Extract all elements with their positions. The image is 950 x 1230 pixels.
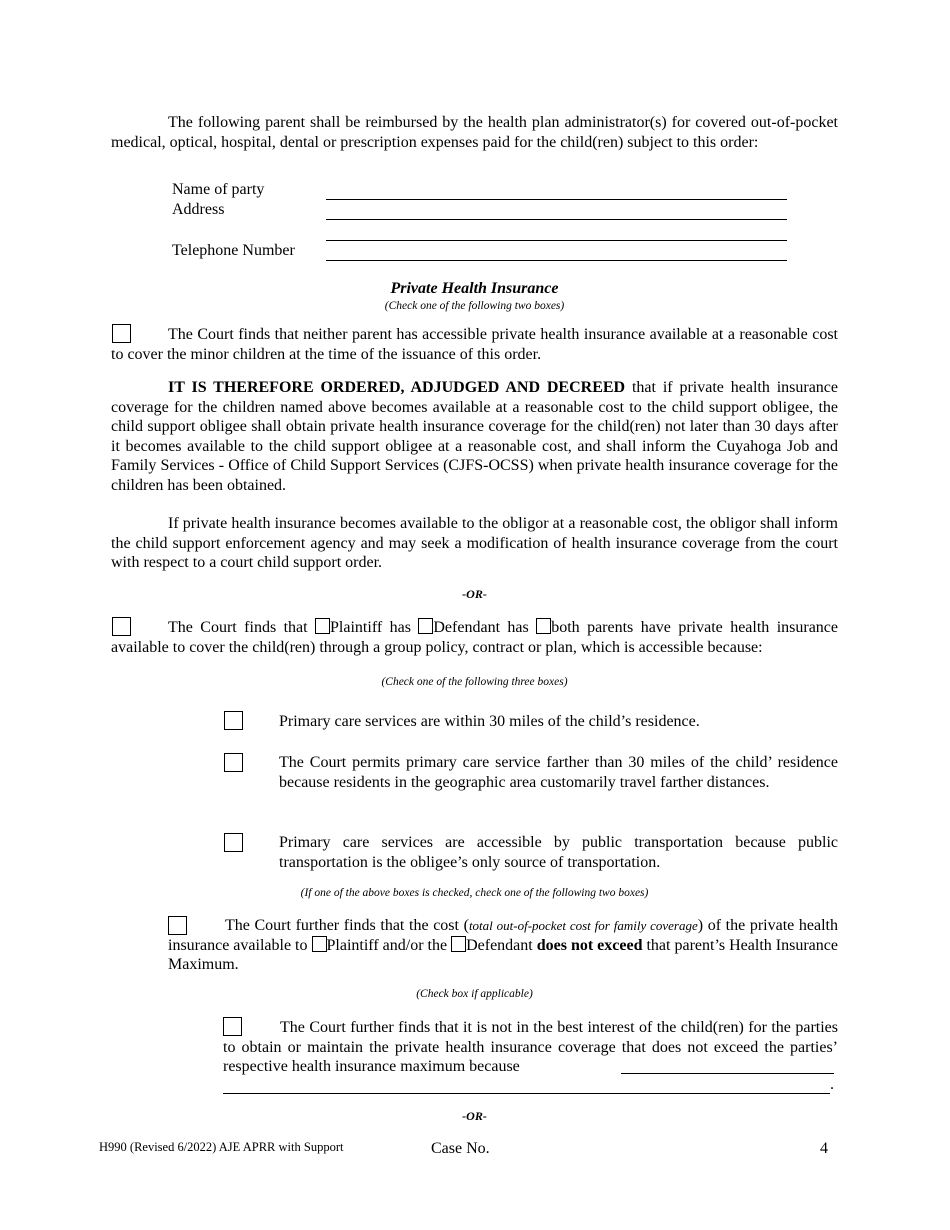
within-30-miles-checkbox[interactable] [224,711,243,730]
cost-plaintiff-checkbox[interactable] [312,936,327,952]
farther-distance-text: The Court permits primary care service farther than 30 miles of the child’ residence because residents in the geographic area customarily travel farther distances. [279,754,838,791]
defendant-has-label: Defendant has [433,619,537,636]
telephone-field[interactable] [326,260,787,261]
name-of-party-field[interactable] [326,199,787,200]
reimbursement-intro: The following parent shall be reimbursed by the health plan administrator(s) for covered out-of-pocket medical, optical, hospital, dental or prescription expenses paid for the child(ren) subject to this order: [111,114,838,151]
cost-prefix: The Court further finds that the cost ( [225,917,469,934]
ordered-paragraph [111,378,838,495]
best-interest-reason-line-1[interactable] [621,1073,834,1074]
best-interest-reason-line-2[interactable] [223,1093,830,1094]
address-field-line-2[interactable] [326,240,787,241]
no-insurance-text: The Court finds that neither parent has accessible private health insurance available at a reasonable cost to cover the minor children at the time of the issuance of this order. [111,326,838,363]
or-separator-2: -OR- [462,1109,487,1123]
page-number: 4 [820,1140,828,1157]
two-boxes-instruction: (Check one of the following two boxes) [384,300,565,312]
three-boxes-instruction: (Check one of the following three boxes) [381,676,568,688]
cost-defendant-label: Defendant [466,936,537,954]
or-separator-1: -OR- [462,587,487,601]
public-transportation-text: Primary care services are accessible by public transportation because public transportation is the obligee’s only source of transportation. [279,834,838,871]
case-number-label: Case No. [431,1140,490,1157]
has-insurance-prefix: The Court finds that [168,619,316,636]
ordered-heading: IT IS THEREFORE ORDERED, ADJUDGED AND DECREED [168,379,626,396]
plaintiff-has-checkbox[interactable] [315,618,330,634]
both-parents-label: both parents have private health insurance available to cover the child(ren) through a group policy, contract or plan, which is accessible because: [111,619,839,656]
defendant-has-checkbox[interactable] [418,618,433,634]
both-parents-checkbox[interactable] [536,618,551,634]
telephone-label: Telephone Number [172,242,295,259]
cost-mid: ) of the private health insurance available to [168,917,839,954]
plaintiff-has-label: Plaintiff has [330,619,419,636]
public-transportation-checkbox[interactable] [224,833,243,852]
does-not-exceed-text: does not exceed [536,936,643,954]
farther-distance-checkbox[interactable] [224,753,243,772]
two-boxes-instruction-2: (If one of the above boxes is checked, check one of the following two boxes) [300,887,649,899]
cost-finding-paragraph [168,916,838,975]
ordered-text: that if private health insurance coverage for the children named above becomes available at a reasonable cost to the child support obligee, the child support obligee shall obtain private health insurance coverage for the child(ren) not later than 30 days after it becomes available to the child support obligee at a reasonable cost, and shall inform the Cuyahoga Job and Family Services - Office of Child Support Services (CJFS-OCSS) when private health insurance coverage for the children has been obtained. [111,379,838,494]
name-of-party-label: Name of party [172,181,265,198]
has-insurance-paragraph [111,618,838,657]
cost-defendant-checkbox[interactable] [451,936,466,952]
form-id: H990 (Revised 6/2022) AJE APRR with Support [99,1140,344,1154]
address-field-line-1[interactable] [326,219,787,220]
address-label: Address [172,201,225,218]
obligor-paragraph: If private health insurance becomes available to the obligor at a reasonable cost, the obligor shall inform the child support enforcement agency and may seek a modification of health insurance coverage from the court with respect to a court child support order. [111,515,838,571]
applicable-instruction: (Check box if applicable) [416,988,533,1000]
section-title: Private Health Insurance [390,280,559,297]
best-interest-text: The Court further finds that it is not in the best interest of the child(ren) for the parties to obtain or maintain the private health insurance coverage that does not exceed the parties’ respective health insurance maximum because [223,1019,838,1075]
cost-end: that parent’s Health Insurance Maximum. [168,936,838,973]
cost-italic-note: total out-of-pocket cost for family coverage [468,918,698,933]
cost-plaintiff-label: Plaintiff and/or the [326,936,452,954]
within-30-miles-text: Primary care services are within 30 miles of the child’s residence. [279,713,700,730]
best-interest-period: . [830,1076,834,1093]
